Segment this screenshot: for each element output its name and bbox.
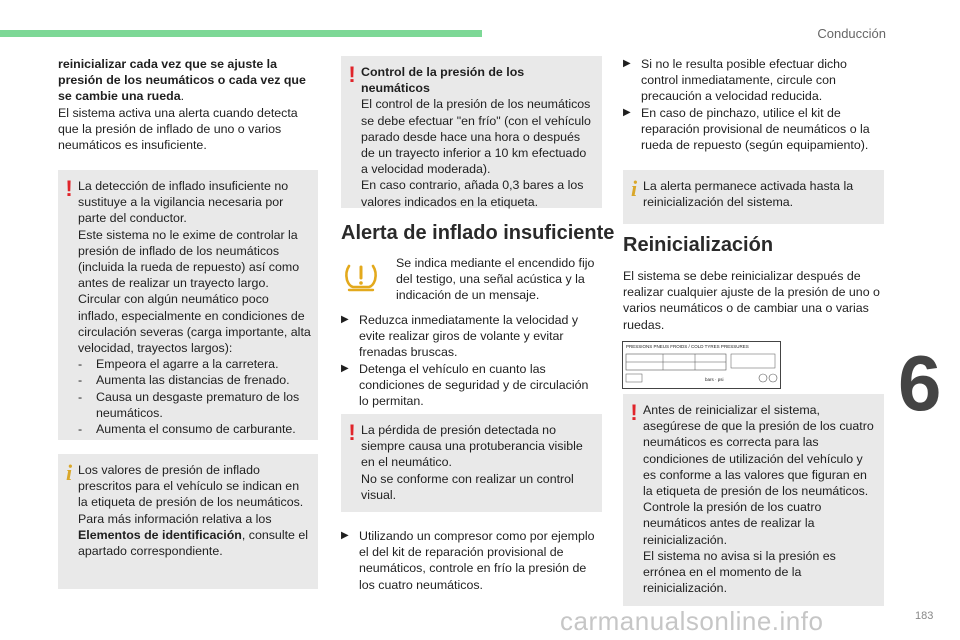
info-box-alert-active [623, 170, 884, 224]
list-item: - Causa un desgaste prematuro de los neumáticos. [78, 389, 300, 420]
watermark: carmanualsonline.info [560, 606, 824, 636]
list-item: ▶ Detenga el vehículo en cuanto las condiciones de seguridad y de circulación lo permitan. [341, 361, 589, 409]
alert-icon: ! [348, 420, 356, 445]
warning-content [361, 64, 596, 210]
tyre-pressure-label-image [622, 341, 781, 389]
tyre-pressure-warning-icon [341, 258, 381, 292]
warning-content [78, 178, 312, 437]
info-box-pressure-values [58, 454, 318, 589]
alert-icon: ! [630, 400, 638, 425]
intro-bold: reinicializar cada vez que se ajuste la presión de los neumáticos o cada vez que se cambie una rueda [58, 57, 306, 104]
reinit-text: El sistema se debe reinicializar después de realizar cualquier ajuste de la presión de uno o varios neumáticos o de cambiar una o varias ruedas. [623, 269, 880, 332]
info-text3: , consulte el apartado correspondiente. [78, 527, 308, 559]
warning-p2: Este sistema no le exime de controlar la presión de inflado de los neumáticos (incluida la rueda de repuesto) así como antes de realizar un trayecto largo. [78, 227, 300, 291]
compressor-bullet [341, 528, 601, 593]
info-link-bold: Elementos de identificación [78, 527, 242, 542]
intro-paragraph [58, 56, 312, 153]
info-content: La alerta permanece activada hasta la reinicialización del sistema. [643, 179, 854, 210]
alert-icon: ! [348, 62, 356, 87]
label-units: bars · psi [705, 377, 724, 382]
info-icon: i [65, 460, 73, 485]
col3-bullets [623, 56, 881, 153]
page-number: 183 [915, 610, 934, 622]
warning-p1: La pérdida de presión detectada no siempre causa una protuberancia visible en el neumático. [361, 423, 583, 470]
info-icon: i [630, 176, 638, 201]
warning-box-before-reinit [623, 394, 884, 606]
warning-p2: No se conforme con realizar un control visual. [361, 471, 574, 502]
info-text2: Para más información relativa a los [78, 511, 272, 526]
header-accent-bar [0, 30, 482, 37]
action-bullets [341, 312, 601, 409]
list-item: ▶ Reduzca inmediatamente la velocidad y evite realizar giros de volante y evitar frenadas bruscas. [341, 313, 579, 360]
warning-p1: Antes de reinicializar el sistema, asegúrese de que la presión de los cuatro neumáticos es correcta para las condiciones de utilización del vehículo y es conforme a las valores que figuran en la etiqueta de presión de los neumáticos. [643, 403, 874, 499]
section-title: Conducción [817, 26, 886, 41]
list-item: ▶ Si no le resulta posible efectuar dicho control inmediatamente, circule con precaución a velocidad reducida. [623, 57, 847, 104]
chapter-number: 6 [898, 339, 942, 427]
list-item: - Aumenta el consumo de carburante. [78, 422, 296, 437]
warning-content [361, 422, 596, 503]
warning-title: Control de la presión de los neumáticos [361, 65, 525, 96]
label-header: PRESSIONS PNEUS FROIDS / COLD TYRES PRESSURES [626, 344, 749, 349]
info-content [78, 462, 312, 559]
warning-content [643, 402, 878, 596]
warning-p3: El sistema no avisa si la presión es errónea en el momento de la reinicialización. [643, 548, 836, 596]
intro-dot: . [180, 89, 185, 104]
warning-box-visual-check [341, 414, 602, 512]
warning-p2: En caso contrario, añada 0,3 bares a los valores indicados en la etiqueta. [361, 178, 584, 209]
alert-icon: ! [65, 176, 73, 201]
warning-p1: La detección de inflado insuficiente no sustituye a la vigilancia necesaria por parte del conductor. [78, 179, 289, 226]
warning-p2: Controle la presión de los cuatro neumáticos antes de realizar la reinicialización. [643, 500, 822, 547]
list-item: ▶ En caso de pinchazo, utilice el kit de reparación provisional de neumáticos o la rueda de repuesto (según equipamiento). [623, 105, 870, 153]
intro-text: El sistema activa una alerta cuando detecta que la presión de inflado de uno o varios neumáticos es insuficiente. [58, 105, 298, 153]
warning-box-underinflation [58, 170, 318, 440]
list-item: ▶ Utilizando un compresor como por ejemplo el del kit de reparación provisional de neumáticos, controle en frío la presión de los cuatro neumáticos. [341, 529, 595, 592]
warning-box-pressure-check [341, 56, 602, 208]
list-item: - Aumenta las distancias de frenado. [78, 373, 290, 388]
list-item: - Empeora el agarre a la carretera. [78, 357, 279, 372]
indicator-text: Se indica mediante el encendido fijo del testigo, una señal acústica y la indicación de un mensaje. [396, 256, 595, 303]
info-text1: Los valores de presión de inflado prescritos para el vehículo se indican en la etiqueta de presión de los neumáticos. [78, 463, 304, 510]
heading-reinitialization: Reinicialización [623, 234, 774, 256]
heading-underinflation-alert: Alerta de inflado insuficiente [341, 222, 615, 244]
warning-p1: El control de la presión de los neumáticos se debe efectuar "en frío" (con el vehículo parado desde hace una hora o después de un trayecto inferior a 10 km efectuado a velocidad moderada). [361, 97, 591, 177]
warning-p3: Circular con algún neumático poco inflado, especialmente en condiciones de circulación severas (carga importante, alta velocidad, trayectos largos): [78, 292, 311, 356]
